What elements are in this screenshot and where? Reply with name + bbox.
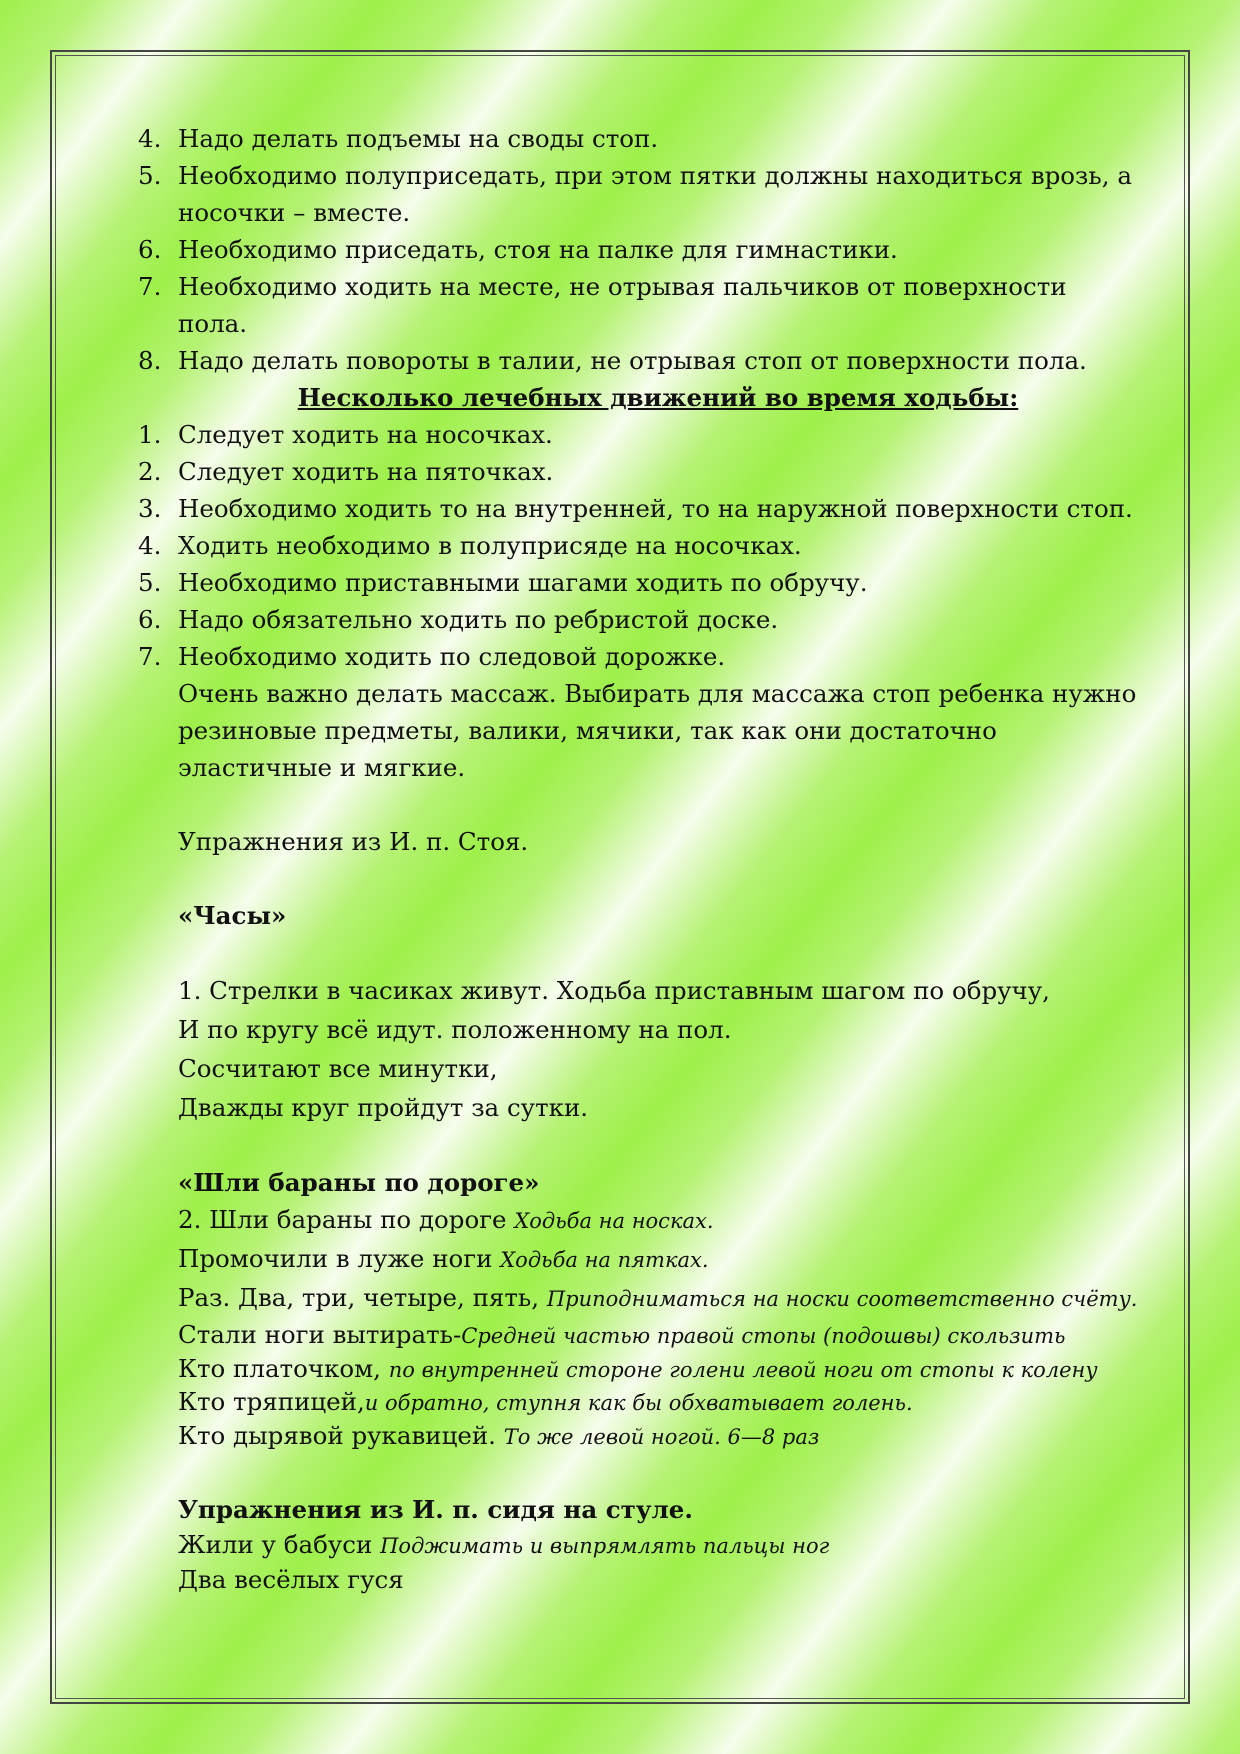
list-text: Необходимо ходить на месте, не отрывая пальчиков от поверхности пола. (178, 272, 1067, 338)
list-text: Надо делать повороты в талии, не отрывая стоп от поверхности пола. (178, 346, 1087, 375)
list-number: 4. (138, 531, 162, 560)
list-number: 6. (138, 235, 162, 264)
list-number: 6. (138, 605, 162, 634)
list-text: Необходимо ходить то на внутренней, то на наружной поверхности стоп. (178, 494, 1133, 523)
sitting-exercises-title: Упражнения из И. п. сидя на стуле. (178, 1495, 693, 1524)
standing-exercises-title: Упражнения из И. п. Стоя. (178, 827, 529, 856)
list-item (138, 268, 1138, 342)
list-item (138, 490, 1138, 527)
exercise-note: Приподниматься на носки соответственно счёту. (546, 1287, 1138, 1311)
list-item (138, 527, 1138, 564)
verse-line (178, 1353, 1138, 1386)
exercise-note: по внутренней стороне голени левой ноги от стопы к колену (388, 1358, 1098, 1382)
list-text: Надо обязательно ходить по ребристой доске. (178, 605, 779, 634)
rams-title: «Шли бараны по дороге» (178, 1168, 540, 1197)
verse-line (178, 1318, 1138, 1353)
verse-text: Стали ноги вытирать- (178, 1320, 462, 1349)
verse-line (178, 1386, 1138, 1419)
verse-line: Дважды круг пройдут за сутки. (178, 1093, 589, 1122)
clock-verse (138, 971, 1138, 1127)
verse-text: Два весёлых гуся (178, 1565, 404, 1594)
list-text: Необходимо приседать, стоя на палке для гимнастики. (178, 235, 898, 264)
list-item (138, 416, 1138, 453)
list-text: Надо делать подъемы на своды стоп. (178, 124, 659, 153)
verse-text: Жили у бабуси (178, 1530, 381, 1559)
massage-paragraph: Очень важно делать массаж. Выбирать для массажа стоп ребенка нужно резиновые предметы, валики, мячики, так как они достаточно эластичные и мягкие. (178, 679, 1137, 782)
exercise-note: и обратно, ступня как бы обхватывает голень. (364, 1391, 913, 1415)
verse-line: 1. Стрелки в часиках живут. Ходьба приставным шагом по обручу, (178, 976, 1050, 1005)
verse-text: Раз. Два, три, четыре, пять, (178, 1283, 547, 1312)
list-text: Необходимо приставными шагами ходить по обручу. (178, 568, 868, 597)
list-item (138, 120, 1138, 157)
list-item (138, 157, 1138, 231)
list-text: Необходимо полуприседать, при этом пятки должны находиться врозь, а носочки – вместе. (178, 161, 1132, 227)
exercise-note: Средней частью правой стопы (подошвы) скользить (461, 1324, 1066, 1348)
verse-line: Сосчитают все минутки, (178, 1054, 498, 1083)
verse-line (178, 1528, 1138, 1563)
clock-title: «Часы» (178, 901, 287, 930)
sitting-verse (138, 1528, 1138, 1598)
list-item (138, 453, 1138, 490)
list-text: Следует ходить на пяточках. (178, 457, 554, 486)
list-text: Следует ходить на носочках. (178, 420, 553, 449)
verse-line (178, 1240, 1138, 1279)
list-number: 8. (138, 346, 162, 375)
verse-line: И по кругу всё идут. положенному на пол. (178, 1015, 732, 1044)
list-number: 3. (138, 494, 162, 523)
list-item (138, 342, 1138, 379)
verse-text: Кто дырявой рукавицей. (178, 1421, 504, 1450)
exercise-note: Ходьба на носках. (514, 1209, 714, 1233)
list-number: 2. (138, 457, 162, 486)
list-item (138, 601, 1138, 638)
rams-verse (138, 1201, 1138, 1454)
verse-text: Промочили в луже ноги (178, 1244, 501, 1273)
verse-line (178, 1279, 1138, 1318)
list-text: Ходить необходимо в полуприсяде на носочках. (178, 531, 802, 560)
verse-text: Кто тряпицей, (178, 1387, 365, 1416)
list-number: 5. (138, 161, 162, 190)
list-text: Необходимо ходить по следовой дорожке. (178, 642, 726, 671)
verse-line (178, 1201, 1138, 1240)
exercise-note: Поджимать и выпрямлять пальцы ног (380, 1534, 830, 1558)
verse-line (178, 1419, 1138, 1454)
list-item (138, 564, 1138, 601)
list-number: 7. (138, 272, 162, 301)
exercise-note: Ходьба на пятках. (500, 1248, 709, 1272)
section-heading-walking: Несколько лечебных движений во время ходьбы: (297, 383, 1019, 412)
verse-text: Кто платочком, (178, 1354, 389, 1383)
list-item (138, 638, 1138, 675)
list-number: 1. (138, 420, 162, 449)
document-body (138, 120, 1138, 1598)
list-item (138, 231, 1138, 268)
list-number: 5. (138, 568, 162, 597)
verse-text: 2. Шли бараны по дороге (178, 1205, 515, 1234)
list-number: 4. (138, 124, 162, 153)
exercise-note: То же левой ногой. 6—8 раз (503, 1425, 820, 1449)
verse-line (178, 1563, 1138, 1598)
list-number: 7. (138, 642, 162, 671)
